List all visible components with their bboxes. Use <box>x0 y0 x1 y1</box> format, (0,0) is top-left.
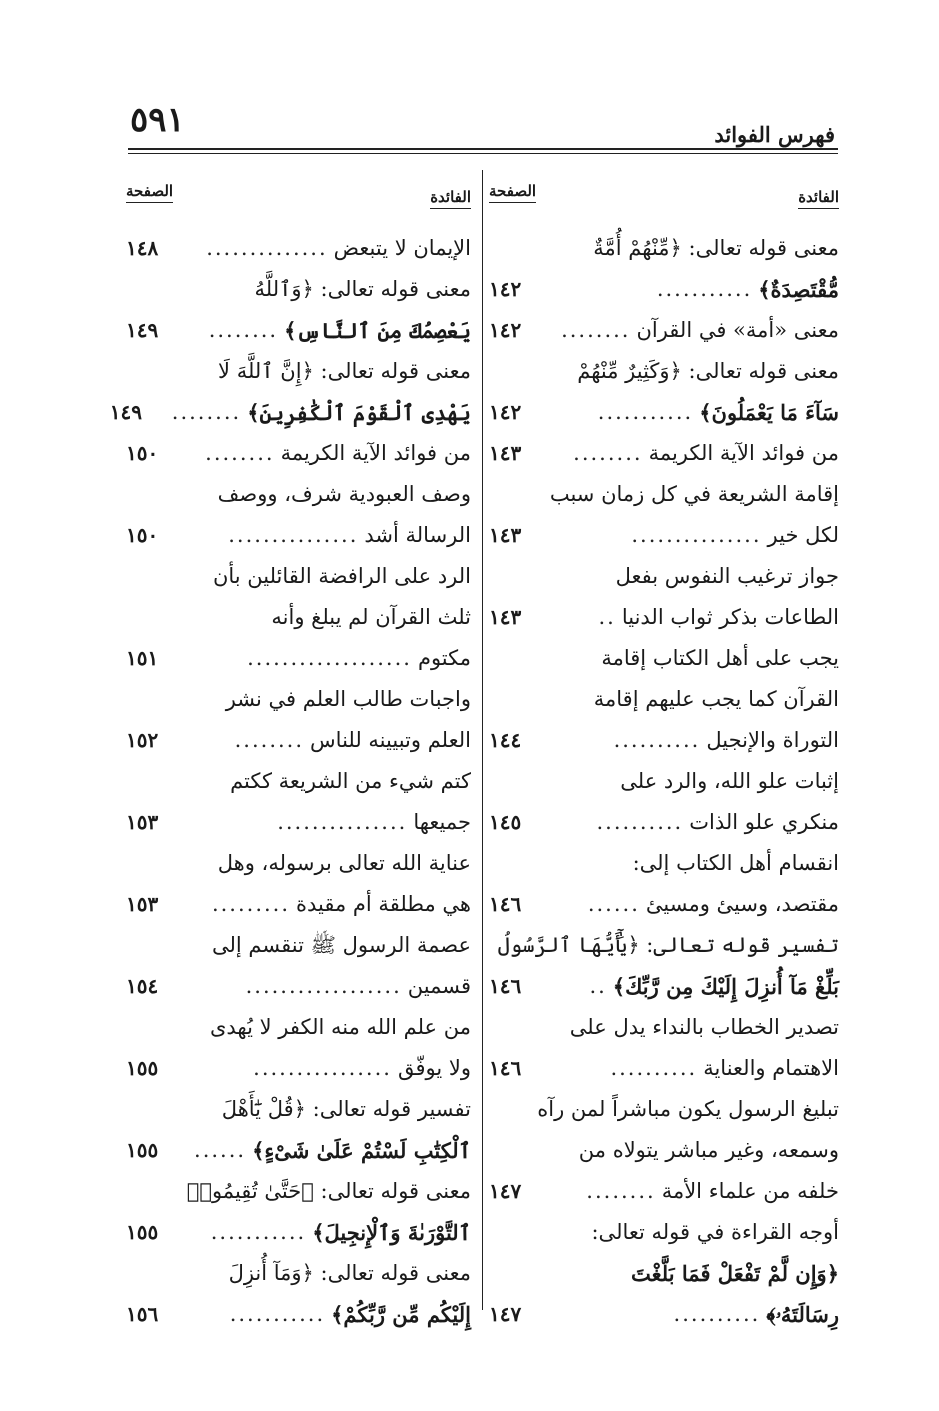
index-entry-text: يَعْصِمُكَ مِنَ ٱلنَّاسِ﴾ <box>284 318 471 343</box>
index-line <box>489 679 839 720</box>
index-line <box>126 1048 471 1089</box>
leader-dots: ............... <box>631 523 762 547</box>
index-entry-text: هي مطلقة أم مقيدة <box>296 892 471 916</box>
index-line <box>126 1253 471 1294</box>
index-entry-text: التوراة والإنجيل <box>706 728 839 752</box>
index-line <box>489 351 839 392</box>
index-entry-page: ١٥٠ <box>126 523 159 547</box>
leader-dots: ........ <box>561 318 631 342</box>
index-entry-page: ١٤٤ <box>489 728 522 752</box>
index-entry-text: معنى قوله تعالى: ﴿مِّنْهُمْ أُمَّةٌ <box>593 236 839 260</box>
index-entry-text: إثبات علو الله، والرد على <box>620 769 839 793</box>
index-entry-page: ١٤٦ <box>489 1056 522 1080</box>
leader-dots: ................ <box>253 1056 392 1080</box>
index-entry-text: مُّقْتَصِدَةٌ﴾ <box>758 277 839 302</box>
index-line <box>126 474 471 515</box>
index-line <box>489 474 839 515</box>
index-entry-page: ١٤٩ <box>126 318 159 342</box>
index-entry-text: عصمة الرسول ﷺ تنقسم إلى <box>212 933 471 957</box>
index-line <box>126 679 471 720</box>
index-entry-page: ١٤٦ <box>489 974 522 998</box>
index-entry-page: ١٤٧ <box>489 1179 522 1203</box>
leader-dots: ......... <box>211 892 291 916</box>
index-entry-page: ١٥٥ <box>126 1220 159 1244</box>
index-entry-text: تبليغ الرسول يكون مباشراً لمن رآه <box>537 1097 839 1121</box>
index-entry-text: ﴿وَإِن لَّمْ تَفْعَلْ فَمَا بَلَّغْتَ <box>631 1261 839 1286</box>
index-entry-text: الرسالة أشد <box>364 523 471 547</box>
index-entry-text: القرآن كما يجب عليهم إقامة <box>593 687 839 711</box>
index-entry-page: ١٤٢ <box>489 400 522 424</box>
index-entry-text: قسمين <box>407 974 471 998</box>
leader-dots: .. <box>598 605 616 629</box>
index-line <box>489 310 839 351</box>
header-rule <box>128 148 838 150</box>
index-line <box>126 884 471 925</box>
index-line <box>489 843 839 884</box>
index-line <box>126 1007 471 1048</box>
index-line <box>489 761 839 802</box>
index-line <box>126 802 471 843</box>
index-entries <box>109 228 471 1335</box>
index-entry-text: جواز ترغيب النفوس بفعل <box>615 564 839 588</box>
leader-dots: .......... <box>596 810 684 834</box>
index-entry-page: ١٤٢ <box>489 277 522 301</box>
index-line <box>126 1294 471 1335</box>
leader-dots: ........... <box>210 1220 307 1244</box>
index-entry-text: يَهْدِى ٱلْقَوْمَ ٱلْكَٰفِرِينَ﴾ <box>247 400 471 425</box>
index-entry-text: سَآءَ مَا يَعْمَلُونَ﴾ <box>699 400 839 425</box>
leader-dots: .......... <box>613 728 701 752</box>
index-line <box>109 392 471 433</box>
leader-dots: ........ <box>205 441 275 465</box>
index-line <box>489 1294 839 1335</box>
column-header <box>126 172 471 228</box>
index-entry-text: ٱلْكِتَٰبِ لَسْتُمْ عَلَىٰ شَىْءٍ﴾ <box>252 1138 471 1163</box>
index-line <box>489 1171 839 1212</box>
index-entry-text: معنى قوله تعالى: ﴿وَمَآ أُنزِلَ <box>228 1261 471 1285</box>
index-entry-text: منكري علو الذات <box>689 810 839 834</box>
leader-dots: .............. <box>206 236 328 260</box>
index-entry-text: بَلِّغْ مَآ أُنزِلَ إِلَيْكَ مِن رَّبِّكَ﴾ <box>612 974 839 999</box>
leader-dots: ............... <box>277 810 408 834</box>
index-entry-page: ١٤٢ <box>489 318 522 342</box>
index-entry-page: ١٤٨ <box>126 236 159 260</box>
leader-dots: .. <box>589 974 607 998</box>
index-line <box>489 720 839 761</box>
index-column-right <box>489 172 839 1335</box>
index-entry-page: ١٥٣ <box>126 810 159 834</box>
index-column-left <box>109 172 471 1335</box>
index-entry-text: الاهتمام والعناية <box>703 1056 839 1080</box>
index-entry-page: ١٤٣ <box>489 441 522 465</box>
index-line <box>126 351 471 392</box>
index-entry-text: معنى قوله تعالى: ﴿إِنَّ ٱللَّهَ لَا <box>218 359 471 383</box>
index-entry-text: العلم وتبيينه للناس <box>310 728 471 752</box>
index-line <box>126 638 471 679</box>
index-line <box>126 269 471 310</box>
index-entry-text: مقتصد، وسيئ ومسيئ <box>645 892 839 916</box>
index-line <box>489 925 839 966</box>
index-line <box>489 802 839 843</box>
index-entry-text: الطاعات بذكر ثواب الدنيا <box>621 605 839 629</box>
index-entry-page: ١٥٥ <box>126 1056 159 1080</box>
index-entry-text: معنى قوله تعالى: ﴿وَٱللَّهُ <box>254 277 471 301</box>
index-entry-text: لكل خير <box>767 523 839 547</box>
index-line <box>126 761 471 802</box>
index-line <box>489 515 839 556</box>
index-entry-text: رِسَالَتَهُۥ﴾ <box>766 1302 839 1327</box>
index-line <box>126 1089 471 1130</box>
index-line <box>489 597 839 638</box>
index-line <box>489 638 839 679</box>
index-entry-text: عناية الله تعالى برسوله، وهل <box>217 851 471 875</box>
index-entry-page: ١٥٣ <box>126 892 159 916</box>
leader-dots: ........ <box>586 1179 656 1203</box>
index-entry-text: خلفه من علماء الأمة <box>661 1179 839 1203</box>
index-line <box>126 228 471 269</box>
column-header-fawaid: الفائدة <box>430 188 471 209</box>
index-line <box>489 1130 839 1171</box>
column-header-fawaid: الفائدة <box>798 188 839 209</box>
header-rule-thin <box>128 153 838 154</box>
index-entries <box>489 228 839 1335</box>
leader-dots: .......... <box>673 1302 761 1326</box>
leader-dots: ........ <box>234 728 305 752</box>
index-line <box>489 1089 839 1130</box>
column-header <box>489 172 839 228</box>
index-entry-text: من فوائد الآية الكريمة <box>648 441 839 465</box>
index-entry-text: أوجه القراءة في قوله تعالى: <box>591 1220 839 1244</box>
column-header-page: الصفحة <box>126 182 173 203</box>
index-entry-page: ١٤٧ <box>489 1302 522 1326</box>
index-line <box>489 884 839 925</box>
index-entry-text: إِلَيْكُم مِّن رَّبِّكُمْ﴾ <box>331 1302 471 1327</box>
index-entry-text: يجب على أهل الكتاب إقامة <box>601 646 839 670</box>
index-entry-page: ١٥٦ <box>126 1302 159 1326</box>
index-entry-text: إقامة الشريعة في كل زمان سبب <box>549 482 839 506</box>
leader-dots: .......... <box>610 1056 698 1080</box>
index-entry-text: معنى قوله تعالى: ﴿وَكَثِيرٌ مِّنْهُمْ <box>577 359 839 383</box>
index-line <box>126 1212 471 1253</box>
index-entry-text: الرد على الرافضة القائلين بأن <box>212 564 471 588</box>
index-entry-text: معنى «أمة» في القرآن <box>636 318 839 342</box>
leader-dots: ...... <box>194 1138 247 1162</box>
index-line <box>489 392 839 433</box>
index-entry-text: ثلث القرآن لم يبلغ وأنه <box>271 605 471 629</box>
index-entry-text: ٱلتَّوْرَىٰةَ وَٱلْإِنجِيلَ﴾ <box>312 1220 471 1245</box>
leader-dots: ........ <box>171 400 242 424</box>
index-entry-page: ١٥٠ <box>126 441 159 465</box>
index-entry-text: وصف العبودية شرف، ووصف <box>217 482 471 506</box>
index-entry-page: ١٤٥ <box>489 810 522 834</box>
index-entry-page: ١٤٣ <box>489 605 522 629</box>
index-line <box>126 433 471 474</box>
index-line <box>489 1007 839 1048</box>
index-entry-page: ١٤٦ <box>489 892 522 916</box>
index-line <box>126 720 471 761</box>
index-entry-text: وسمعه، وغير مباشر يتولاه من <box>578 1138 839 1162</box>
index-entry-page: ١٥٤ <box>126 974 159 998</box>
index-line <box>126 1171 471 1212</box>
index-line <box>489 1253 839 1294</box>
leader-dots: ........... <box>597 400 694 424</box>
index-entry-page: ١٤٣ <box>489 523 522 547</box>
index-line <box>489 228 839 269</box>
index-line <box>489 1212 839 1253</box>
index-line <box>126 843 471 884</box>
leader-dots: ........ <box>573 441 643 465</box>
index-line <box>489 433 839 474</box>
index-entry-text: من علم الله منه الكفر لا يُهدى <box>209 1015 471 1039</box>
leader-dots: ................... <box>247 646 412 670</box>
index-entry-text: تفسير قوله تعالى: ﴿يَٰٓأَيُّهَا ٱلرَّسُولُ <box>497 933 839 957</box>
index-line <box>126 966 471 1007</box>
leader-dots: ........... <box>229 1302 326 1326</box>
leader-dots: ...... <box>587 892 640 916</box>
index-entry-page: ١٥٢ <box>126 728 159 752</box>
index-line <box>126 310 471 351</box>
index-entry-text: معنى قوله تعالى: ﴿حَتَّىٰ تُقِيمُوا۟ <box>186 1179 471 1203</box>
running-header-title: فهرس الفوائد <box>714 122 835 147</box>
index-entry-text: انقسام أهل الكتاب إلى: <box>632 851 839 875</box>
index-entry-text: كتم شيء من الشريعة ككتم <box>230 769 471 793</box>
index-entry-text: من فوائد الآية الكريمة <box>280 441 471 465</box>
index-entry-text: واجبات طالب العلم في نشر <box>225 687 471 711</box>
index-line <box>126 556 471 597</box>
index-line <box>126 515 471 556</box>
leader-dots: ........... <box>656 277 753 301</box>
index-line <box>489 556 839 597</box>
leader-dots: .................. <box>245 974 402 998</box>
leader-dots: ............... <box>228 523 359 547</box>
index-entry-page: ١٤٩ <box>109 400 143 424</box>
index-entry-page: ١٥١ <box>126 646 159 670</box>
index-entry-text: تفسير قوله تعالى: ﴿قُلْ يَٰٓأَهْلَ <box>221 1097 471 1121</box>
index-line <box>489 1048 839 1089</box>
index-entry-text: جميعها <box>413 810 471 834</box>
index-entry-text: ولا يوفّق <box>397 1056 471 1080</box>
index-line <box>126 925 471 966</box>
index-entry-text: الإيمان لا يتبعض <box>333 236 471 260</box>
index-entry-page: ١٥٥ <box>126 1138 159 1162</box>
index-entry-text: مكتوم <box>417 646 471 670</box>
leader-dots: ........ <box>208 318 279 342</box>
index-line <box>489 269 839 310</box>
index-line <box>126 1130 471 1171</box>
index-line <box>126 597 471 638</box>
index-line <box>489 966 839 1007</box>
column-header-page: الصفحة <box>489 182 536 203</box>
page-number: ٥٩١ <box>130 100 185 140</box>
index-entry-text: تصدير الخطاب بالنداء يدل على <box>569 1015 839 1039</box>
column-divider <box>482 170 483 1310</box>
